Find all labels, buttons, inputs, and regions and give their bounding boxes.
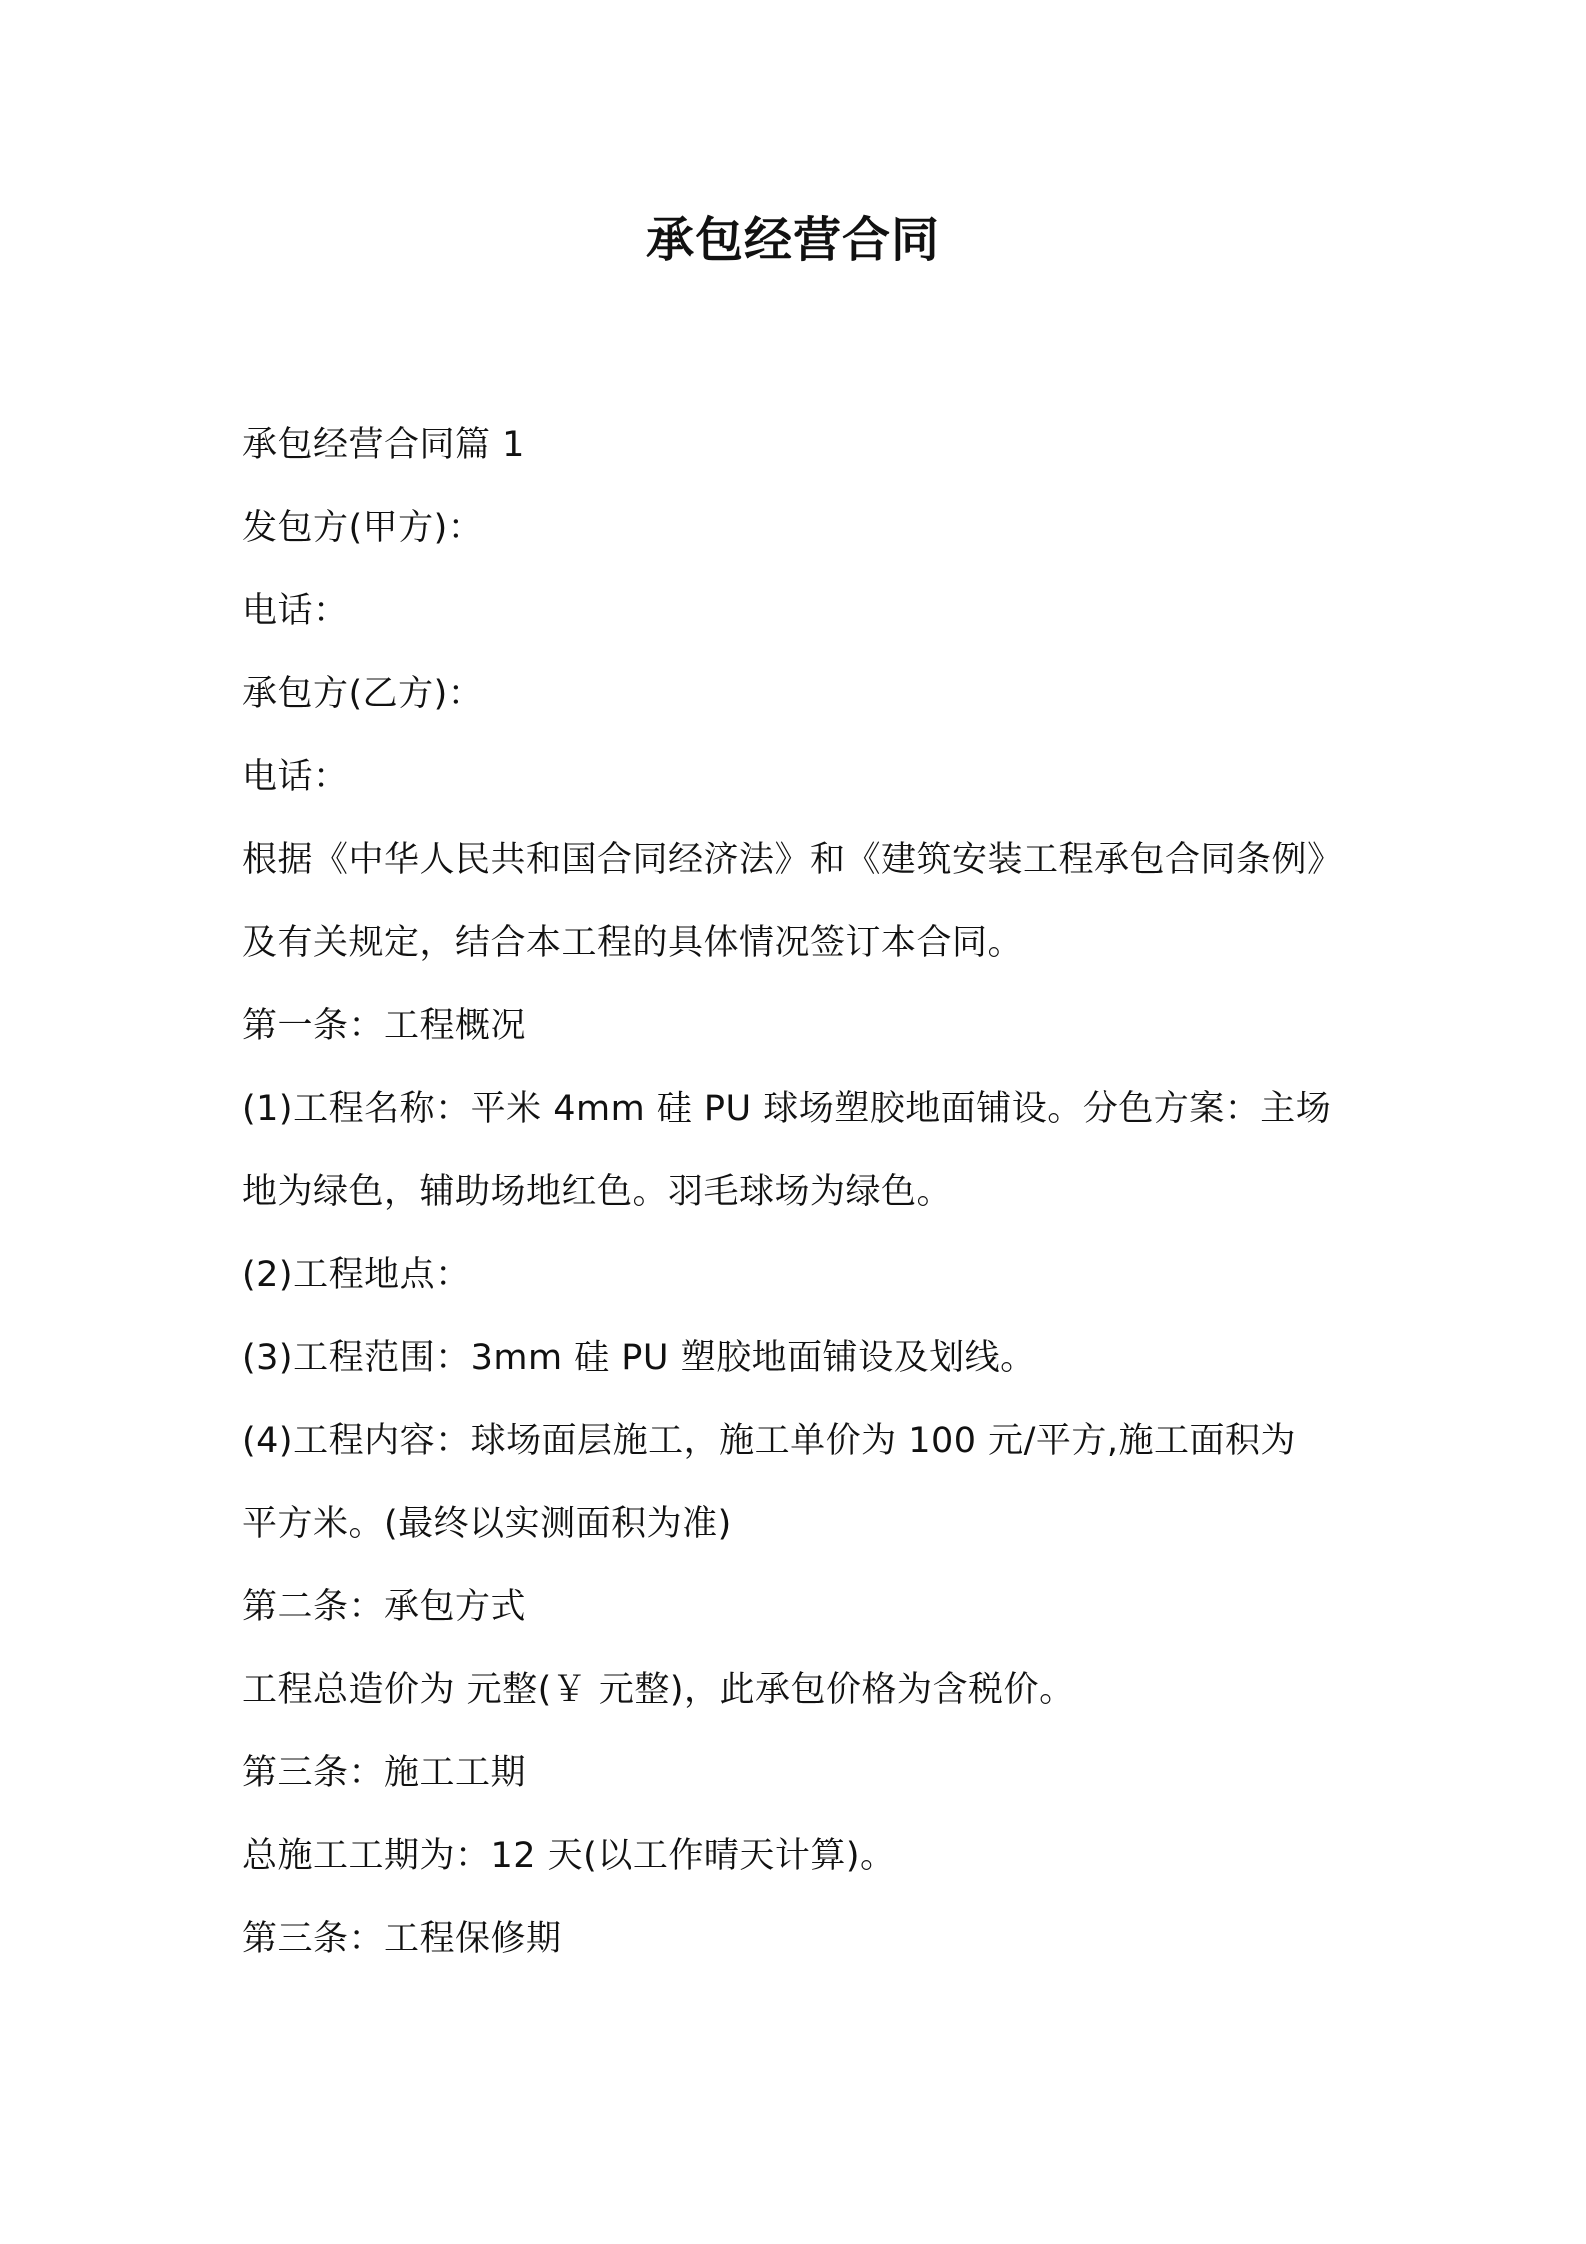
paragraph-line: 工程总造价为 元整(￥ 元整)，此承包价格为含税价。 [242,1670,1075,1710]
paragraph-line: 地为绿色，辅助场地红色。羽毛球场为绿色。 [242,1172,953,1212]
document-title: 承包经营合同 [645,212,940,268]
article-heading: 第三条：工程保修期 [242,1919,562,1959]
article-heading: 第二条：承包方式 [242,1587,527,1627]
paragraph-line: 总施工工期为：12 天(以工作晴天计算)。 [242,1836,896,1876]
section-heading: 承包经营合同篇 1 [242,425,525,465]
article-heading: 第三条：施工工期 [242,1753,527,1793]
paragraph-line: (2)工程地点： [242,1255,471,1295]
party-b-field: 承包方(乙方)： [242,674,484,714]
paragraph-line: 及有关规定，结合本工程的具体情况签订本合同。 [242,923,1024,963]
party-b-phone-field: 电话： [242,757,349,797]
paragraph-line: 根据《中华人民共和国合同经济法》和《建筑安装工程承包合同条例》 [242,840,1343,880]
party-a-field: 发包方(甲方)： [242,508,484,548]
paragraph-line: (4)工程内容：球场面层施工，施工单价为 100 元/平方,施工面积为 [242,1421,1297,1461]
paragraph-line: (3)工程范围：3mm 硅 PU 塑胶地面铺设及划线。 [242,1338,1036,1378]
party-a-phone-field: 电话： [242,591,349,631]
document-body [242,404,1362,1981]
paragraph-line: (1)工程名称：平米 4mm 硅 PU 球场塑胶地面铺设。分色方案：主场 [242,1089,1332,1129]
article-heading: 第一条：工程概况 [242,1006,527,1046]
paragraph-line: 平方米。(最终以实测面积为准) [242,1504,732,1544]
